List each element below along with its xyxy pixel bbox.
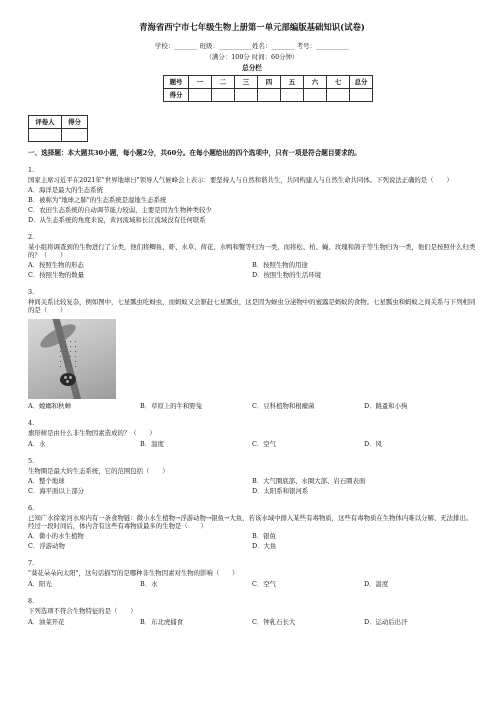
question-5 bbox=[28, 457, 476, 495]
question-number: 2. bbox=[28, 232, 35, 241]
question-stem: 种间关系比较复杂，例如图中，七星瓢虫吃蚜虫，而蚂蚁又会驱赶七星瓢虫，这是因为蚜虫分泌物中的蜜露是蚂蚁的食物。七星瓢虫和蚂蚁之间关系与下列相同的是（ ） bbox=[28, 297, 476, 314]
question-number: 6. bbox=[28, 503, 35, 512]
grader-label: 评卷人 bbox=[29, 115, 62, 128]
option-d: D．太阳系和银河系 bbox=[252, 486, 309, 495]
ladybug-shape bbox=[60, 373, 76, 386]
question-3 bbox=[28, 288, 476, 410]
option-a: A．阳光 bbox=[28, 579, 52, 588]
grader-score-label: 得分 bbox=[62, 115, 88, 128]
option-c: C．海平面以上部分 bbox=[28, 486, 85, 495]
option-c: C．浮游动物 bbox=[28, 541, 65, 550]
option-c: C．空气 bbox=[252, 439, 277, 448]
question-stem: 生物圈是最大的生态系统，它的范围包括（ ） bbox=[28, 466, 169, 475]
option-b: B．被称为"地球之肺"的生态系统是湿地生态系统 bbox=[28, 195, 167, 204]
question-stem: 某小组将调查到的生物进行了分类，他们将鲫鱼、虾、水草、荷花、水鸭和蟹等归为一类，而将松、柏、蝇、玫瑰和鸽子等生物归为一类，他们是按照什么归类的？（ ） bbox=[28, 242, 476, 259]
question-stem: 旗形树是由什么非生物因素造成的？（ ） bbox=[28, 428, 156, 437]
question-number: 7. bbox=[28, 558, 35, 567]
option-a: A．螳螂和秋蝉 bbox=[28, 401, 71, 410]
question-8 bbox=[28, 597, 476, 626]
option-d: D．风 bbox=[364, 439, 382, 448]
option-a: A．海洋是最大的生态系统 bbox=[28, 185, 103, 194]
score-header-cell: 一 bbox=[189, 75, 212, 88]
question-number: 1. bbox=[28, 165, 35, 174]
score-cell bbox=[327, 88, 350, 101]
score-cell bbox=[258, 88, 281, 101]
score-header-cell: 七 bbox=[327, 75, 350, 88]
option-b: B．东北虎捕食 bbox=[140, 617, 184, 626]
score-cell bbox=[350, 88, 373, 101]
question-1 bbox=[28, 166, 476, 224]
option-c: C．钟乳石长大 bbox=[252, 617, 296, 626]
student-info-line: 学校：_______ 班级：__________姓名：_______ 考号：__________ bbox=[154, 41, 350, 50]
question-number: 3. bbox=[28, 287, 35, 296]
option-c: C．空气 bbox=[252, 579, 277, 588]
question-4 bbox=[28, 419, 476, 448]
option-d: D．按照生物的生活环境 bbox=[252, 270, 322, 279]
score-header-cell: 四 bbox=[258, 75, 281, 88]
question-number: 4. bbox=[28, 418, 35, 427]
exam-meta: （满分：100分 时间：60分钟） bbox=[205, 52, 299, 61]
grader-table bbox=[28, 115, 88, 142]
score-header-cell: 六 bbox=[304, 75, 327, 88]
option-a: A．按照生物的形态 bbox=[28, 260, 84, 269]
score-bar-label: 总分栏 bbox=[242, 63, 262, 72]
ladybug-aphid-photo bbox=[28, 319, 116, 399]
option-b: B．银鱼 bbox=[252, 531, 276, 540]
option-a: A．水 bbox=[28, 439, 46, 448]
score-header-row bbox=[164, 75, 373, 88]
score-table bbox=[163, 75, 373, 102]
score-header-cell: 二 bbox=[212, 75, 235, 88]
score-header-cell: 题号 bbox=[164, 75, 189, 88]
score-cell bbox=[235, 88, 258, 101]
score-header-cell: 总分 bbox=[350, 75, 373, 88]
question-number: 8. bbox=[28, 596, 35, 605]
score-cell bbox=[281, 88, 304, 101]
option-d: D．大鱼 bbox=[252, 541, 277, 550]
score-header-cell: 五 bbox=[281, 75, 304, 88]
score-cell bbox=[189, 88, 212, 101]
option-c: C．按照生物的数量 bbox=[28, 270, 85, 279]
option-c: C．豆科植物和根瘤菌 bbox=[252, 401, 315, 410]
grader-score-cell bbox=[62, 128, 88, 141]
option-b: B．草原上的牛和野兔 bbox=[140, 401, 203, 410]
question-2 bbox=[28, 233, 476, 279]
score-row-label: 得分 bbox=[164, 88, 189, 101]
question-stem: 国家主席习近平在2021年"世界地球日"领导人气候峰会上表示：要坚持人与自然和谐共生，共同构建人与自然生命共同体。下列说法正确的是（ ） bbox=[28, 175, 453, 184]
section-title: 一、选择题：本大题共30小题，每小题2分，共60分。在每小题给出的四个选项中，只有一项是符合题目要求的。 bbox=[28, 148, 361, 157]
option-d: D．温度 bbox=[364, 579, 389, 588]
option-d: D．跳蚤和小狗 bbox=[364, 401, 408, 410]
option-c: C．农田生态系统的自动调节能力较弱，主要是因为生物种类较少 bbox=[28, 205, 212, 214]
grader-cell bbox=[29, 128, 62, 141]
option-d: D．从生态系统的角度来说，黄河流域和长江流域没有任何联系 bbox=[28, 215, 206, 224]
exam-title: 青海省西宁市七年级生物上册第一单元部编版基础知识(试卷) bbox=[139, 22, 365, 32]
question-number: 5. bbox=[28, 456, 35, 465]
question-stem: "葵花朵朵向太阳"，这句话描写的是哪种非生物因素对生物的影响（ ） bbox=[28, 568, 239, 577]
score-cell bbox=[212, 88, 235, 101]
option-b: B．大气圈底部、水圈大部、岩石圈表面 bbox=[252, 476, 366, 485]
aphids-shape bbox=[58, 339, 78, 369]
score-cell bbox=[304, 88, 327, 101]
option-a: A．微小的水生植物 bbox=[28, 531, 84, 540]
score-header-cell: 三 bbox=[235, 75, 258, 88]
score-value-row bbox=[164, 88, 373, 101]
option-a: A．油菜开花 bbox=[28, 617, 65, 626]
option-b: B．温度 bbox=[140, 439, 164, 448]
question-6 bbox=[28, 504, 476, 550]
question-stem: 已知广水徐家河水库内有一条食物链：微小水生植物→浮游动物→银鱼→大鱼，若该水域中排入某些有毒物质，这些有毒物质在生物体内难以分解、无法排出。经过一段时间后，体内含有这些有毒物质最多的生物是（ ） bbox=[28, 513, 473, 530]
option-b: B．按照生物的用途 bbox=[252, 260, 308, 269]
option-d: D．运动后出汗 bbox=[364, 617, 408, 626]
option-a: A．整个地球 bbox=[28, 476, 65, 485]
option-b: B．水 bbox=[140, 579, 158, 588]
question-stem: 下列选项不符合生物特征的是（ ） bbox=[28, 606, 137, 615]
question-7 bbox=[28, 559, 476, 588]
